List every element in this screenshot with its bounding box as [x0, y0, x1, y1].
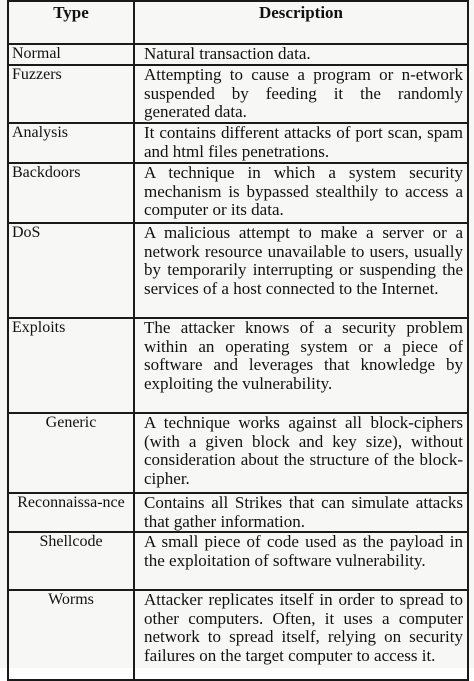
description-cell: Attacker replicates itself in order to spread to other computers. Often, it uses a computer network to spread itself, relying on security failures on the target computer to access it.	[134, 590, 468, 680]
attack-types-table	[7, 0, 469, 681]
table-row	[8, 532, 468, 590]
table-row	[8, 413, 468, 493]
type-cell: Shellcode	[8, 532, 134, 590]
type-cell: Generic	[8, 413, 134, 493]
description-cell: The attacker knows of a security problem within an operating system or a piece of software and leverages that knowledge by exploiting the vulnerability.	[134, 318, 468, 413]
description-cell: A technique in which a system security mechanism is bypassed stealthily to access a computer or its data.	[134, 163, 468, 223]
type-cell: Reconnaissa-nce	[8, 493, 134, 532]
table-header-row	[8, 1, 468, 44]
type-column-header: Type	[8, 1, 134, 44]
description-cell: A small piece of code used as the payload in the exploitation of software vulnerability.	[134, 532, 468, 590]
type-cell: Normal	[8, 44, 134, 65]
description-column-header: Description	[134, 1, 468, 44]
description-cell: Attempting to cause a program or n-etwork suspended by feeding it the randomly generated data.	[134, 65, 468, 123]
type-cell: DoS	[8, 223, 134, 318]
table-row	[8, 590, 468, 680]
description-cell: It contains different attacks of port scan, spam and html files penetrations.	[134, 123, 468, 163]
description-cell: Natural transaction data.	[134, 44, 468, 65]
table-row	[8, 223, 468, 318]
table-row	[8, 65, 468, 123]
description-cell: Contains all Strikes that can simulate attacks that gather information.	[134, 493, 468, 532]
description-cell: A malicious attempt to make a server or a network resource unavailable to users, usually by temporarily interrupting or suspending the services of a host connected to the Internet.	[134, 223, 468, 318]
type-cell: Backdoors	[8, 163, 134, 223]
table-row	[8, 44, 468, 65]
type-cell: Worms	[8, 590, 134, 680]
table-row	[8, 163, 468, 223]
table-row	[8, 123, 468, 163]
table-row	[8, 318, 468, 413]
type-cell: Exploits	[8, 318, 134, 413]
table-row	[8, 493, 468, 532]
description-cell: A technique works against all block-ciphers (with a given block and key size), without consideration about the structure of the block-cipher.	[134, 413, 468, 493]
type-cell: Fuzzers	[8, 65, 134, 123]
type-cell: Analysis	[8, 123, 134, 163]
